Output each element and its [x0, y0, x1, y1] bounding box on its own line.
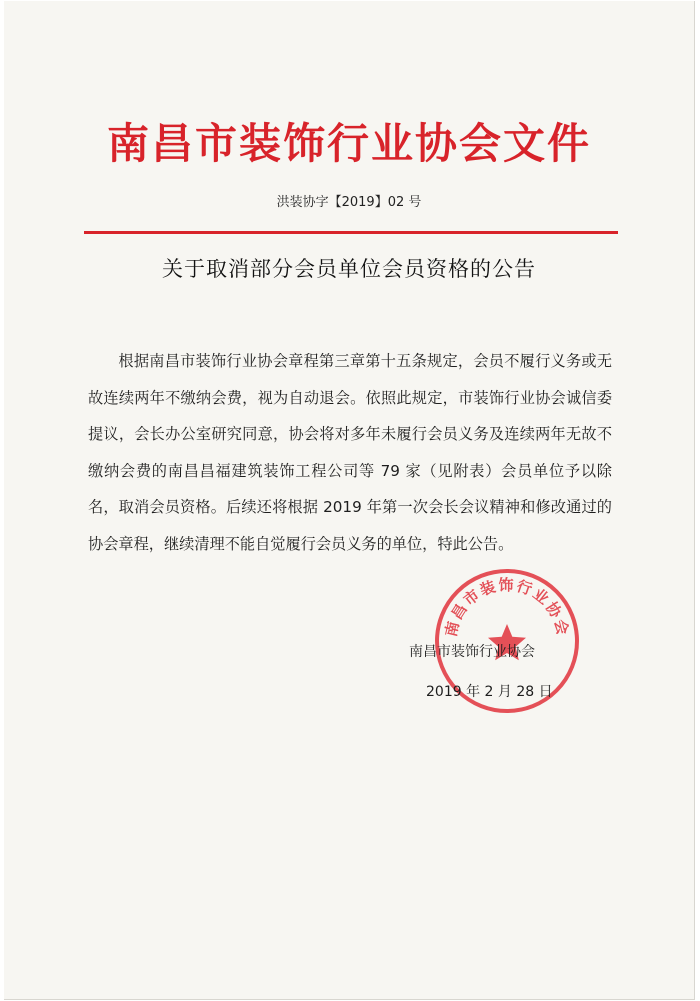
document-number: 洪装协字【2019】02 号	[276, 195, 422, 210]
document-header-title: 南昌市装饰行业协会文件	[106, 119, 591, 168]
document-page	[4, 1, 695, 1000]
notice-title: 关于取消部分会员单位会员资格的公告	[162, 257, 536, 281]
notice-body: 根据南昌市装饰行业协会章程第三章第十五条规定，会员不履行义务或无故连续两年不缴纳会费，视为自动退会。依照此规定，市装饰行业协会诚信委提议，会长办公室研究同意，协会将对多年未履行会员义务及连续两年无故不缴纳会费的南昌昌福建筑装饰工程公司等 79 家（见附表）会员单位予以除名，取消会员资格。后续还将根据 2019 年第一次会长会议精神和修改通过的协会章程，继续清理不能自觉履行会员义务的单位，特此公告。	[88, 352, 612, 553]
signing-organization: 南昌市装饰行业协会	[409, 644, 535, 660]
red-divider-line	[84, 231, 618, 234]
signing-date: 2019 年 2 月 28 日	[426, 684, 553, 700]
svg-text:南昌市装饰行业协会: 南昌市装饰行业协会	[441, 576, 573, 639]
